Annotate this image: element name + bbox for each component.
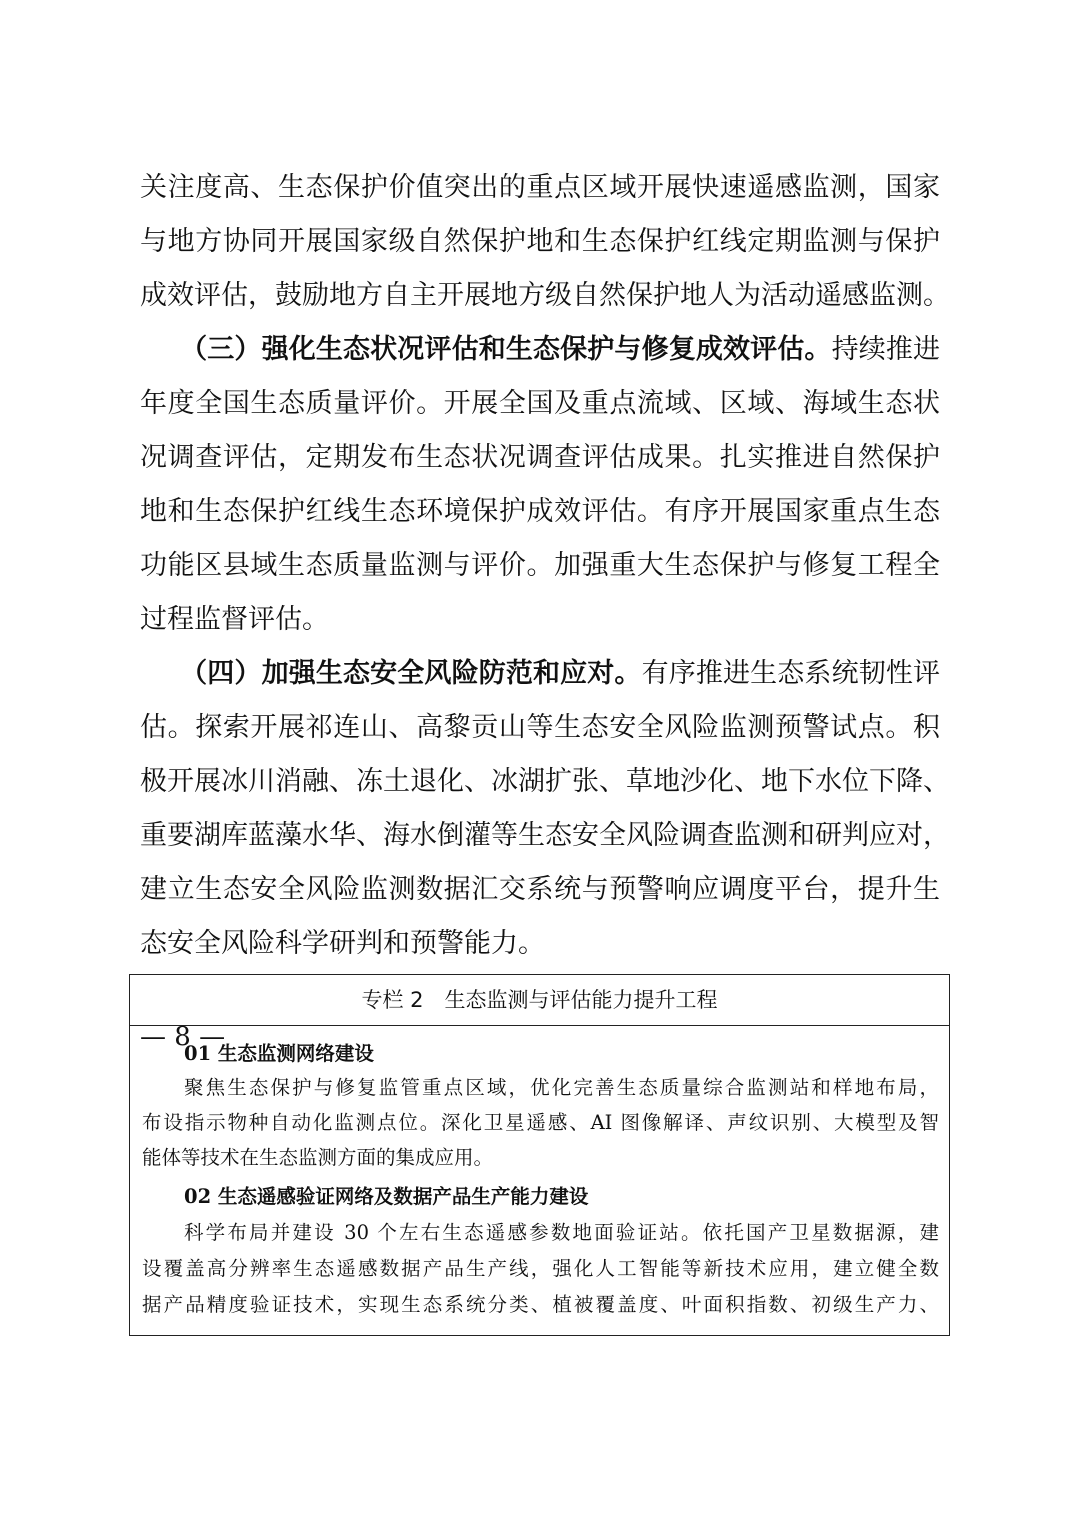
body-line: 关注度高、生态保护价值突出的重点区域开展快速遥感监测，国家 — [140, 172, 940, 203]
section-4-heading: （四）加强生态安全风险防范和应对。 — [180, 658, 642, 689]
item-1-line: 能体等技术在生态监测方面的集成应用。 — [142, 1146, 494, 1169]
column-box-title: 专栏 2 生态监测与评估能力提升工程 — [130, 975, 949, 1026]
item-2-heading: 02 生态遥感验证网络及数据产品生产能力建设 — [184, 1185, 589, 1208]
item-2-line: 据产品精度验证技术，实现生态系统分类、植被覆盖度、叶面积指数、初级生产力、 — [142, 1293, 939, 1316]
section-3-first-line — [140, 330, 940, 370]
section-4-first-line — [140, 654, 940, 694]
body-line: 年度全国生态质量评价。开展全国及重点流域、区域、海域生态状 — [140, 388, 940, 419]
body-line: 过程监督评估。 — [140, 604, 329, 635]
body-line: 重要湖库蓝藻水华、海水倒灌等生态安全风险调查监测和研判应对， — [140, 820, 950, 851]
item-2-line: 科学布局并建设 30 个左右生态遥感参数地面验证站。依托国产卫星数据源，建 — [184, 1221, 939, 1244]
item-1-heading: 01 生态监测网络建设 — [184, 1042, 374, 1065]
column-box — [129, 974, 950, 1336]
body-line: 极开展冰川消融、冻土退化、冰湖扩张、草地沙化、地下水位下降、 — [140, 766, 950, 797]
body-line: 成效评估，鼓励地方自主开展地方级自然保护地人为活动遥感监测。 — [140, 280, 950, 311]
section-3-heading: （三）强化生态状况评估和生态保护与修复成效评估。 — [180, 334, 832, 365]
body-line: 地和生态保护红线生态环境保护成效评估。有序开展国家重点生态 — [140, 496, 940, 527]
item-2-line: 设覆盖高分辨率生态遥感数据产品生产线，强化人工智能等新技术应用，建立健全数 — [142, 1257, 939, 1280]
body-line: 功能区县域生态质量监测与评价。加强重大生态保护与修复工程全 — [140, 550, 940, 581]
section-4-lead-text: 有序推进生态系统韧性评 — [641, 658, 941, 689]
section-3-lead-text: 持续推进 — [831, 334, 941, 365]
body-line: 与地方协同开展国家级自然保护地和生态保护红线定期监测与保护 — [140, 226, 940, 257]
body-line: 建立生态安全风险监测数据汇交系统与预警响应调度平台，提升生 — [140, 874, 940, 905]
body-line: 况调查评估，定期发布生态状况调查评估成果。扎实推进自然保护 — [140, 442, 940, 473]
body-line: 估。探索开展祁连山、高黎贡山等生态安全风险监测预警试点。积 — [140, 712, 940, 743]
item-1-line: 聚焦生态保护与修复监管重点区域，优化完善生态质量综合监测站和样地布局， — [184, 1076, 939, 1099]
item-1-line: 布设指示物种自动化监测点位。深化卫星遥感、AI 图像解译、声纹识别、大模型及智 — [142, 1111, 939, 1134]
page-number: — 8 — — [140, 1022, 226, 1052]
body-line: 态安全风险科学研判和预警能力。 — [140, 928, 545, 959]
